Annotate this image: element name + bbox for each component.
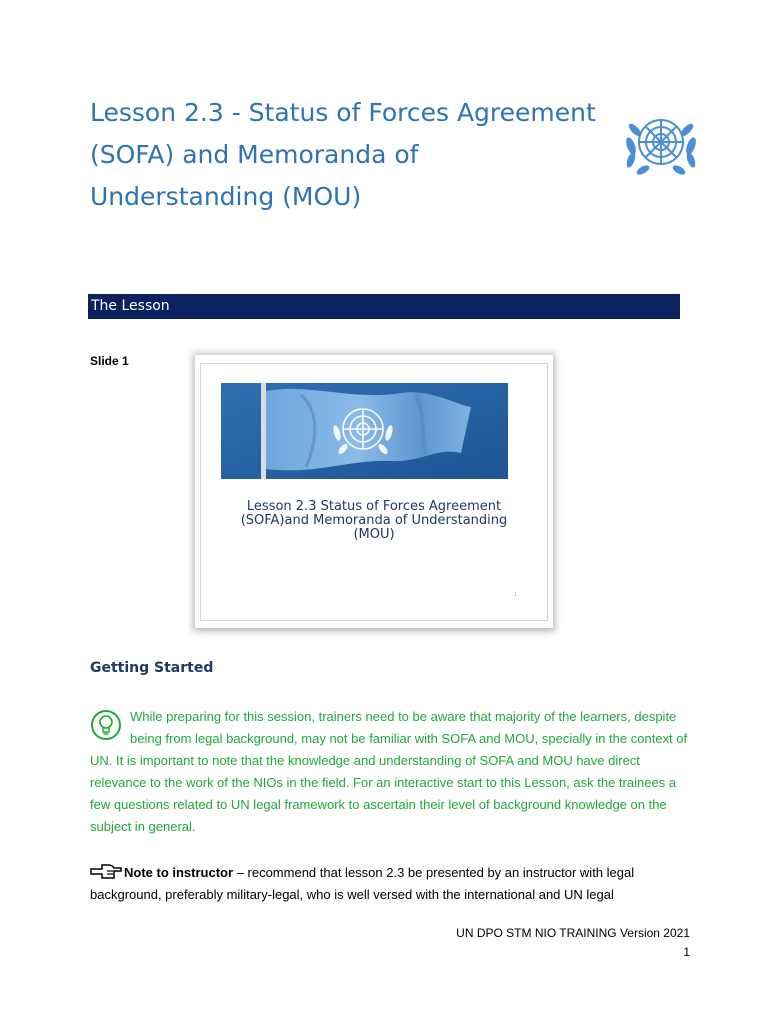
slide-page-number: 1 [514,592,517,598]
note-text: – recommend that lesson 2.3 be presented by an instructor with legal background, preferably military-legal, who is well versed with the international and UN legal [90,865,635,902]
slide-label: Slide 1 [90,354,129,368]
note-to-instructor [90,862,690,906]
slide-thumbnail [195,355,553,628]
footer-page-number: 1 [683,945,690,959]
tip-paragraph: While preparing for this session, trainers need to be aware that majority of the learners, despite being from legal background, may not be familiar with SOFA and MOU, specially in the context of UN. It is important to note that the knowledge and understanding of SOFA and MOU have direct relevance to the work of the NIOs in the field. For an interactive start to this Lesson, ask the trainees a few questions related to UN legal framework to ascertain their level of background knowledge on the subject in general. [90,709,688,834]
getting-started-heading: Getting Started [90,660,214,676]
slide-content [200,363,548,621]
slide-title: Lesson 2.3 Status of Forces Agreement (SOFA)and Memoranda of Understanding (MOU) [240,499,508,542]
getting-started-tip [90,706,690,838]
document-title: Lesson 2.3 - Status of Forces Agreement (SOFA) and Memoranda of Understanding (MOU) [90,98,596,211]
section-heading-bar [88,294,680,319]
un-flag-image [221,383,508,479]
page-footer [456,924,690,962]
note-label: Note to instructor [124,865,234,880]
un-emblem-icon [621,108,701,176]
footer-line: UN DPO STM NIO TRAINING Version 2021 [456,926,690,940]
pointing-hand-icon [90,862,122,880]
section-heading: The Lesson [91,298,170,314]
